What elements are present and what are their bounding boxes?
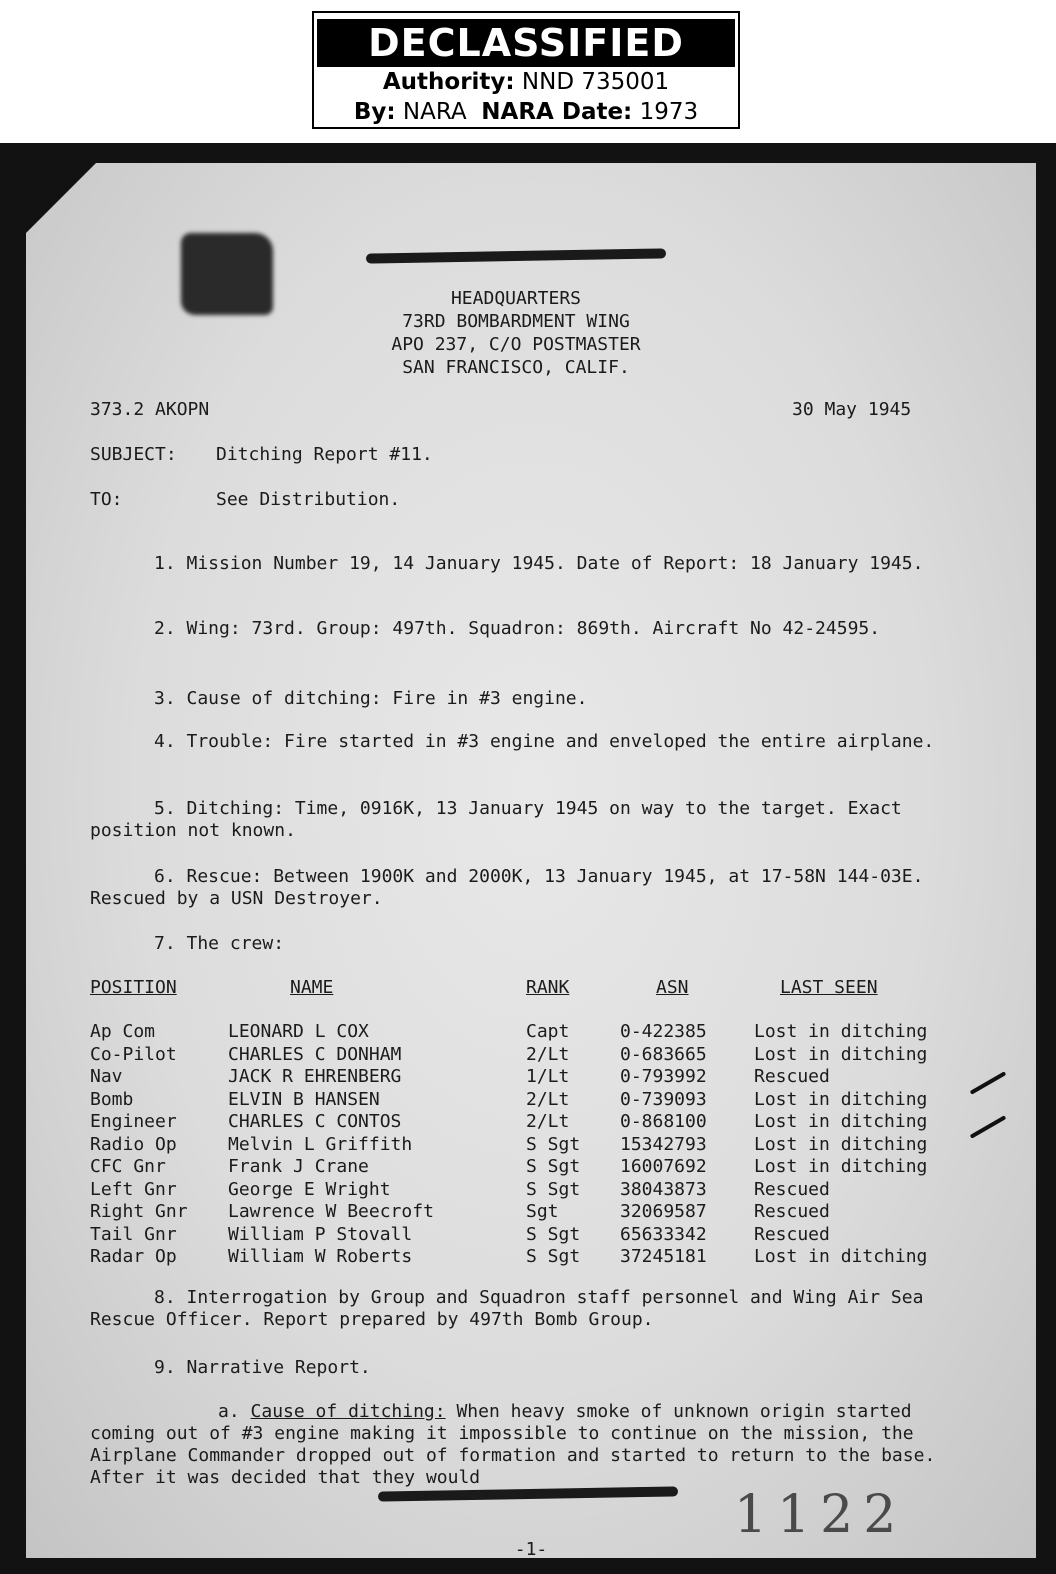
crew-asn: 0-868100 bbox=[620, 1111, 707, 1132]
table-row bbox=[90, 1066, 990, 1088]
crew-name: George E Wright bbox=[228, 1178, 391, 1200]
paragraph-9a-label: a. bbox=[218, 1401, 240, 1422]
paragraph-5: 5. Ditching: Time, 0916K, 13 January 1945 on way to the target. Exact position not known. bbox=[90, 798, 902, 841]
crew-position: Right Gnr bbox=[90, 1201, 188, 1222]
crew-name: Frank J Crane bbox=[228, 1156, 369, 1177]
crew-last-seen: Rescued bbox=[754, 1201, 830, 1222]
crew-last-seen: Lost in ditching bbox=[754, 1156, 928, 1177]
subject-label: SUBJECT: bbox=[90, 444, 177, 465]
crew-asn: 0-793992 bbox=[620, 1066, 707, 1087]
crew-asn: 37245181 bbox=[620, 1246, 707, 1267]
crew-name: LEONARD L COX bbox=[228, 1021, 369, 1042]
crew-position: Radar Op bbox=[90, 1246, 177, 1267]
crew-rank: 1/Lt bbox=[526, 1066, 570, 1087]
page-number: -1- bbox=[514, 1539, 548, 1558]
table-row bbox=[90, 1111, 990, 1133]
letterhead-line-4: SAN FRANCISCO, CALIF. bbox=[402, 357, 630, 378]
crew-last-seen: Lost in ditching bbox=[754, 1111, 928, 1132]
table-row bbox=[90, 1179, 990, 1201]
paragraph-8: 8. Interrogation by Group and Squadron staff personnel and Wing Air Sea Rescue Officer. Report prepared by 497th Bomb Group. bbox=[90, 1287, 924, 1330]
crew-position: Left Gnr bbox=[90, 1178, 177, 1200]
crew-name: Melvin L Griffith bbox=[228, 1133, 413, 1155]
crew-asn: 0-739093 bbox=[620, 1088, 707, 1110]
letterhead-line-1: HEADQUARTERS bbox=[450, 288, 582, 309]
header-last-seen: LAST SEEN bbox=[780, 977, 878, 998]
crew-rank: S Sgt bbox=[526, 1178, 581, 1200]
crew-last-seen: Rescued bbox=[754, 1178, 830, 1200]
letterhead-line-2: 73RD BOMBARDMENT WING bbox=[402, 311, 630, 332]
crew-last-seen: Lost in ditching bbox=[754, 1246, 928, 1267]
paragraph-4: 4. Trouble: Fire started in #3 engine and enveloped the entire airplane. bbox=[154, 731, 935, 752]
crew-asn: 65633342 bbox=[620, 1223, 707, 1245]
crew-rank: S Sgt bbox=[526, 1246, 581, 1267]
declassified-stamp bbox=[312, 11, 740, 129]
table-row bbox=[90, 1224, 990, 1246]
stamp-authority-line bbox=[314, 67, 738, 97]
crew-rank: 2/Lt bbox=[526, 1043, 570, 1065]
header-name: NAME bbox=[290, 977, 334, 998]
paragraph-2: 2. Wing: 73rd. Group: 497th. Squadron: 869th. Aircraft No 42-24595. bbox=[154, 618, 881, 639]
document-date: 30 May 1945 bbox=[792, 399, 912, 420]
crew-position: Co-Pilot bbox=[90, 1043, 177, 1065]
crew-position: Bomb bbox=[90, 1088, 134, 1110]
crew-position: Engineer bbox=[90, 1111, 177, 1132]
header-asn: ASN bbox=[656, 977, 689, 998]
paragraph-1: 1. Mission Number 19, 14 January 1945. Date of Report: 18 January 1945. bbox=[154, 553, 924, 574]
crew-last-seen: Lost in ditching bbox=[754, 1088, 928, 1110]
file-reference: 373.2 AKOPN bbox=[90, 399, 210, 420]
letterhead bbox=[326, 287, 706, 379]
table-row bbox=[90, 1201, 990, 1223]
crew-last-seen: Lost in ditching bbox=[754, 1043, 928, 1065]
crew-table-header bbox=[90, 977, 990, 999]
crew-asn: 15342793 bbox=[620, 1133, 707, 1155]
subject-text: Ditching Report #11. bbox=[216, 444, 433, 465]
paragraph-9a bbox=[90, 1401, 970, 1489]
letterhead-line-3: APO 237, C/O POSTMASTER bbox=[391, 334, 641, 355]
crew-last-seen: Rescued bbox=[754, 1066, 830, 1087]
table-row bbox=[90, 1044, 990, 1066]
crew-name: CHARLES C CONTOS bbox=[228, 1111, 402, 1132]
crew-asn: 0-422385 bbox=[620, 1021, 707, 1042]
paragraph-6: 6. Rescue: Between 1900K and 2000K, 13 January 1945, at 17-58N 144-03E. Rescued by a USN Destroyer. bbox=[90, 866, 924, 909]
crew-rank: S Sgt bbox=[526, 1156, 581, 1177]
crew-name: Lawrence W Beecroft bbox=[228, 1201, 434, 1222]
crew-asn: 16007692 bbox=[620, 1156, 707, 1177]
folded-corner bbox=[26, 163, 96, 233]
table-row bbox=[90, 1246, 990, 1268]
crew-asn: 0-683665 bbox=[620, 1043, 707, 1065]
crew-name: ELVIN B HANSEN bbox=[228, 1088, 380, 1110]
crew-rank: Capt bbox=[526, 1021, 570, 1042]
paragraph-9: 9. Narrative Report. bbox=[154, 1357, 371, 1378]
crew-rank: S Sgt bbox=[526, 1133, 581, 1155]
crew-rank: 2/Lt bbox=[526, 1088, 570, 1110]
crew-rank: S Sgt bbox=[526, 1223, 581, 1245]
stamp-by-label: By: bbox=[353, 99, 396, 125]
header-position: POSITION bbox=[90, 977, 177, 998]
crew-name: William W Roberts bbox=[228, 1246, 413, 1267]
stamp-date-label: NARA Date: bbox=[481, 99, 633, 125]
paragraph-3: 3. Cause of ditching: Fire in #3 engine. bbox=[154, 688, 588, 709]
crew-position: Ap Com bbox=[90, 1021, 156, 1042]
crew-position: Tail Gnr bbox=[90, 1223, 177, 1245]
header-rank: RANK bbox=[526, 977, 570, 998]
document-page bbox=[26, 163, 1036, 1558]
paragraph-9a-text: When heavy smoke of unknown origin started coming out of #3 engine making it impossible to continue on the mission, the Airplane Commander dropped out of formation and started to return to the base. After it was decided that they would bbox=[90, 1401, 936, 1488]
crew-last-seen: Lost in ditching bbox=[754, 1133, 928, 1155]
redaction-mark bbox=[181, 233, 273, 315]
stamp-date-value: 1973 bbox=[639, 99, 699, 125]
crew-position: CFC Gnr bbox=[90, 1156, 166, 1177]
stamp-by-value: NARA bbox=[402, 99, 467, 125]
table-row bbox=[90, 1156, 990, 1178]
table-row bbox=[90, 1134, 990, 1156]
handwritten-number: 1122 bbox=[734, 1485, 907, 1545]
classification-strike-top bbox=[366, 248, 666, 263]
to-text: See Distribution. bbox=[216, 489, 401, 510]
paragraph-9a-heading: Cause of ditching: bbox=[250, 1401, 446, 1422]
to-label: TO: bbox=[90, 489, 123, 510]
crew-rank: 2/Lt bbox=[526, 1111, 570, 1132]
stamp-title: DECLASSIFIED bbox=[317, 19, 735, 67]
crew-last-seen: Rescued bbox=[754, 1223, 830, 1245]
crew-asn: 32069587 bbox=[620, 1201, 707, 1222]
crew-last-seen: Lost in ditching bbox=[754, 1021, 928, 1042]
crew-name: JACK R EHRENBERG bbox=[228, 1066, 402, 1087]
crew-position: Radio Op bbox=[90, 1133, 177, 1155]
crew-position: Nav bbox=[90, 1066, 123, 1087]
table-row bbox=[90, 1021, 990, 1043]
stamp-authority-value: NND 735001 bbox=[521, 69, 670, 95]
scanned-sheet bbox=[0, 143, 1056, 1574]
crew-name: William P Stovall bbox=[228, 1223, 413, 1245]
crew-asn: 38043873 bbox=[620, 1178, 707, 1200]
paragraph-7: 7. The crew: bbox=[154, 933, 285, 954]
crew-rank: Sgt bbox=[526, 1201, 559, 1222]
crew-name: CHARLES C DONHAM bbox=[228, 1043, 402, 1065]
stamp-authority-label: Authority: bbox=[382, 69, 515, 95]
stamp-by-line bbox=[314, 97, 738, 127]
table-row bbox=[90, 1089, 990, 1111]
